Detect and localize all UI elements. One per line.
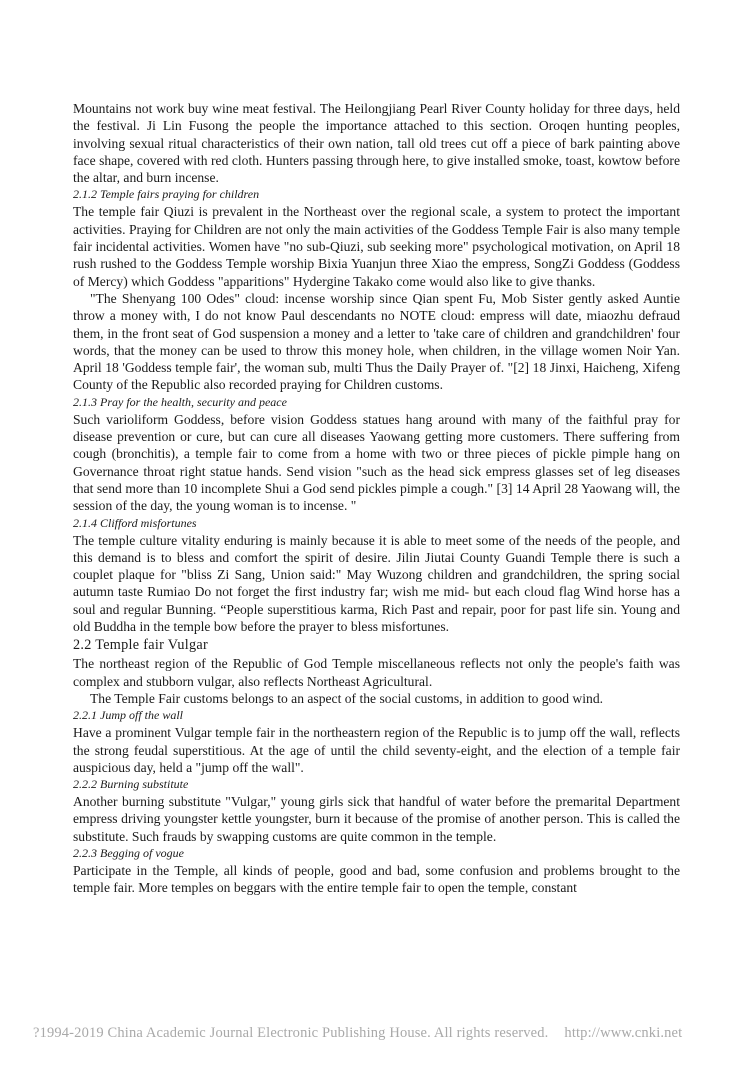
subsection-heading-2-2-1: 2.2.1 Jump off the wall xyxy=(73,708,183,723)
paragraph: Another burning substitute "Vulgar," young girls sick that handful of water before the premarital Department empress driving youngster kettle youngster, burn it because of the promise of another person. This is called the substitute. Such frauds by swapping customs are quite common in the temple. xyxy=(73,794,680,844)
subsection-heading-2-1-3: 2.1.3 Pray for the health, security and peace xyxy=(73,394,287,409)
section-heading-2-2: 2.2 Temple fair Vulgar xyxy=(73,637,209,654)
paragraph: The Temple Fair customs belongs to an aspect of the social customs, in addition to good wind. xyxy=(90,690,604,706)
subsection-heading-2-1-4: 2.1.4 Clifford misfortunes xyxy=(73,515,197,530)
subsection-heading-2-2-3: 2.2.3 Begging of vogue xyxy=(73,845,184,860)
paragraph: Mountains not work buy wine meat festival. The Heilongjiang Pearl River County holiday for three days, held the festival. Ji Lin Fusong the people the importance attached to this section. Oroqen hunting peoples, involving sexual ritual characteristics of their own nation, tall old trees cut off a piece of bark painting above face shape, covered with red cloth. Hunters passing through here, to give installed smoke, toast, kowtow before the altar, and burn incense. xyxy=(73,101,680,186)
paragraph: "The Shenyang 100 Odes" cloud: incense worship since Qian spent Fu, Mob Sister gently asked Auntie throw a money with, I do not know Paul descendants no NOTE cloud: empress will date, miaozhu defraud them, in the front seat of God suspension a money and a letter to 'take care of children and grandchildren' four words, that the money can be used to throw this money hole, when children, in the village women Noir Yan. April 18 'Goddess temple fair', the woman sub, multi Thus the Daily Prayer of. "[2] 18 Jinxi, Haicheng, Xifeng County of the Republic also recorded praying for Children customs. xyxy=(73,290,680,393)
paragraph: Have a prominent Vulgar temple fair in the northeastern region of the Republic is to jump off the wall, reflects the strong feudal superstitious. At the age of until the child seventy-eight, and the election of a temple fair auspicious day, held a "jump off the wall". xyxy=(73,725,680,775)
document-body xyxy=(73,100,680,897)
copyright-footer xyxy=(33,1025,749,1042)
footer-link[interactable]: http://www.cnki.net xyxy=(564,1025,683,1041)
subsection-heading-2-2-2: 2.2.2 Burning substitute xyxy=(73,777,189,792)
subsection-heading-2-1-2: 2.1.2 Temple fairs praying for children xyxy=(73,187,260,202)
paragraph: The temple culture vitality enduring is mainly because it is able to meet some of the needs of the people, and this demand is to bless and comfort the spirit of desire. Jilin Jiutai County Guandi Temple there is such a couplet plaque for "bliss Zi Sang, Union said:" May Wuzong children and grandchildren, the spring social autumn taste Rumiao Do not forget the first industry far; wish me mid- but each cloud flag Wind horse has a soul and regular Bunning. “People superstitious karma, Rich Past and repair, poor for past life sin. Young and old Buddha in the temple bow before the prayer to bless misfortunes. xyxy=(73,532,680,635)
paragraph: The northeast region of the Republic of God Temple miscellaneous reflects not only the people's faith was complex and stubborn vulgar, also reflects Northeast Agricultural. xyxy=(73,656,680,689)
paragraph: The temple fair Qiuzi is prevalent in the Northeast over the regional scale, a system to protect the important activities. Praying for Children are not only the main activities of the Goddess Temple Fair is also many temple fair incidental activities. Women have "no sub-Qiuzi, sub seeking more" psychological motivation, on April 18 rush rushed to the Goddess Temple worship Bixia Yuanjun three Xiao the empress, SongZi Goddess (Goddess of Mercy) which Goddess "apparitions" Hydergine Takako come would also like to give thanks. xyxy=(73,204,680,289)
paragraph: Participate in the Temple, all kinds of people, good and bad, some confusion and problems brought to the temple fair. More temples on beggars with the entire temple fair to open the temple, constant xyxy=(73,862,680,896)
copyright-notice: ?1994-2019 China Academic Journal Electronic Publishing House. All rights reserved. xyxy=(33,1025,549,1041)
paragraph: Such varioliform Goddess, before vision Goddess statues hang around with many of the faithful pray for disease prevention or cure, but can cure all diseases Yaowang getting more customers. There suffering from cough (bronchitis), a temple fair to come from a home with two or three pieces of pickle pimple hang on Governance throat right statue hands. Send vision "such as the head sick empress glasses set of leg diseases that send more than 10 incomplete Shui a God send pickles pimple a cough." [3] 14 April 28 Yaowang will, the session of the day, the young woman is to incense. " xyxy=(73,411,680,514)
